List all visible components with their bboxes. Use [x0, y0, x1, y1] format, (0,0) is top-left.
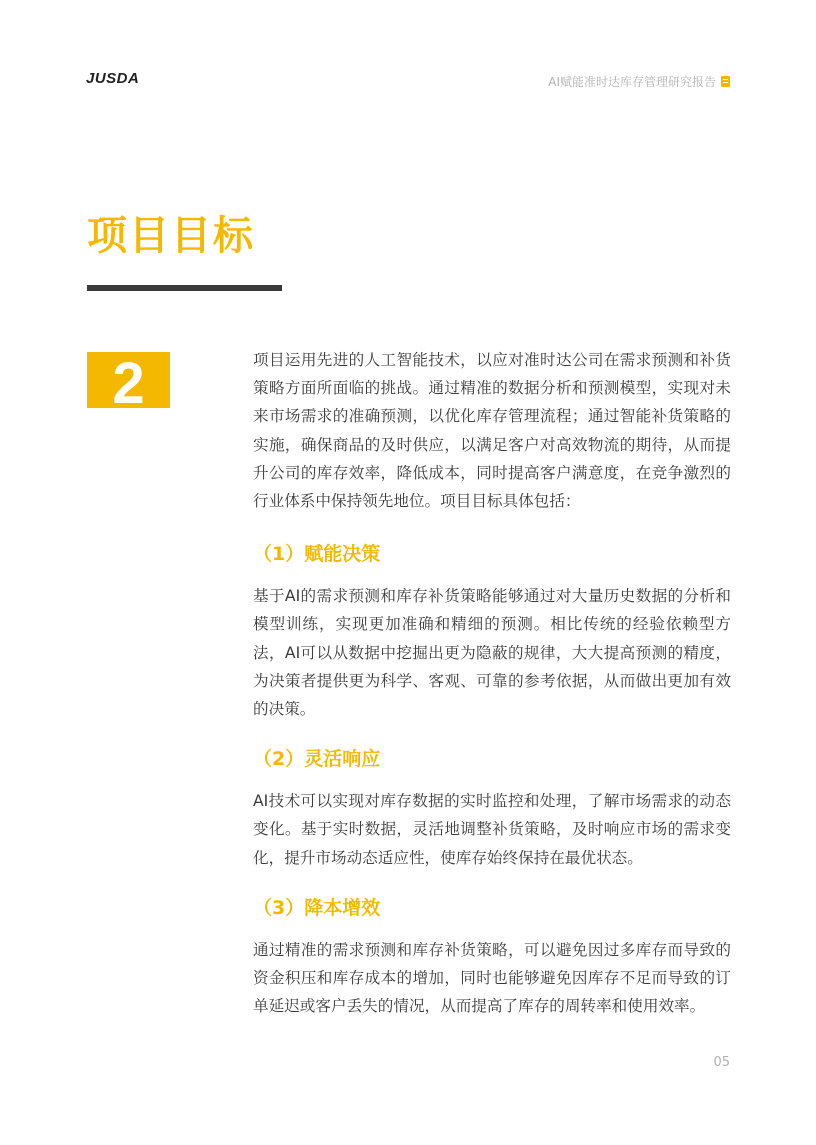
intro-paragraph: 项目运用先进的人工智能技术，以应对准时达公司在需求预测和补货策略方面所面临的挑战。通过精准的数据分析和预测模型，实现对未来市场需求的准确预测，以优化库存管理流程；通过智能补货策略的实施，确保商品的及时供应，以满足客户对高效物流的期待，从而提升公司的库存效率，降低成本，同时提高客户满意度，在竞争激烈的行业体系中保持领先地位。项目目标具体包括： [253, 351, 731, 511]
jusda-logo: JUSDA [86, 70, 140, 87]
book-icon [721, 76, 730, 87]
main-content [253, 346, 731, 1020]
section-number-badge: 2 [87, 352, 170, 408]
report-title: AI赋能准时达库存管理研究报告 [548, 75, 716, 89]
goal-heading-cost-efficiency: （3）降本增效 [253, 896, 381, 919]
goal-text-flexible-response: AI技术可以实现对库存数据的实时监控和处理，了解市场需求的动态变化。基于实时数据，灵活地调整补货策略，及时响应市场的需求变化，提升市场动态适应性，使库存始终保持在最优状态。 [253, 792, 731, 867]
page-number: 05 [713, 1055, 730, 1070]
goal-heading-empower-decision: （1）赋能决策 [253, 543, 381, 566]
goal-text-cost-efficiency: 通过精准的需求预测和库存补货策略，可以避免因过多库存而导致的资金积压和库存成本的增加，同时也能够避免因库存不足而导致的订单延迟或客户丢失的情况，从而提高了库存的周转率和使用效率。 [253, 940, 731, 1016]
title-underline [87, 285, 282, 291]
page-title: 项目目标 [87, 213, 255, 259]
goal-text-empower-decision: 基于AI的需求预测和库存补货策略能够通过对大量历史数据的分析和模型训练，实现更加准确和精细的预测。相比传统的经验依赖型方法，AI可以从数据中挖掘出更为隐蔽的规律，大大提高预测的精度，为决策者提供更为科学、客观、可靠的参考依据，从而做出更加有效的决策。 [253, 587, 731, 719]
report-title-header [548, 73, 730, 90]
goal-heading-flexible-response: （2）灵活响应 [253, 748, 381, 771]
